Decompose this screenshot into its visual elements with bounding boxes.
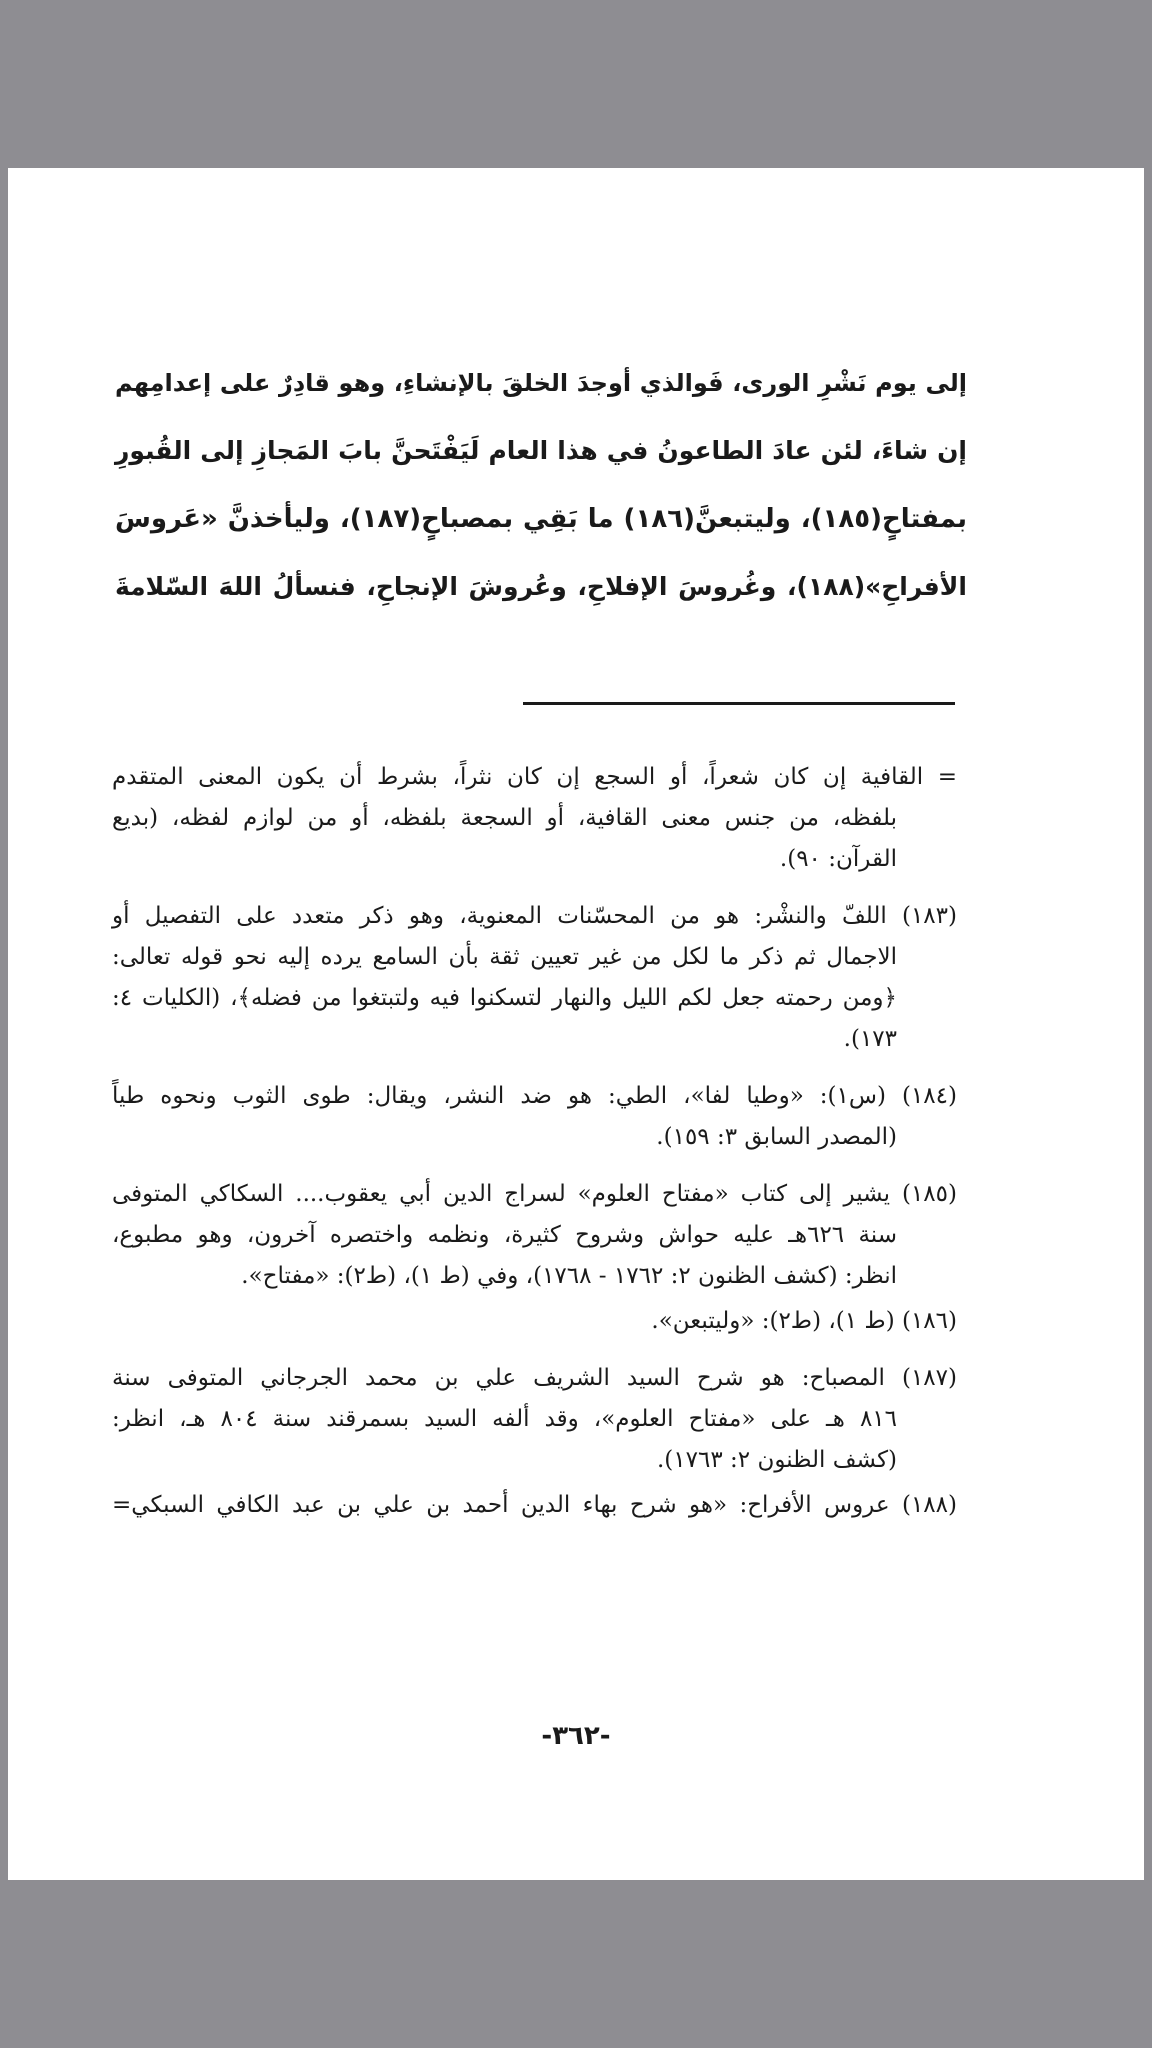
main-text-line: الأفراحِ»(١٨٨)، وغُروسَ الإفلاحِ، وعُروشَ الإنجاحِ، فنسألُ اللهَ السّلامةَ bbox=[115, 572, 967, 601]
footnote-line: (١٨٧) المصباح: هو شرح السيد الشريف علي بن محمد الجرجاني المتوفى سنة bbox=[112, 1365, 957, 1391]
footnote-continuation bbox=[112, 760, 957, 883]
footnote-line: (١٨٣) اللفّ والنشْر: هو من المحسّنات المعنوية، وهو ذكر متعدد على التفصيل أو bbox=[112, 903, 957, 929]
footnote-line: بلفظه، من جنس معنى القافية، أو السجعة بلفظه، أو من لوازم لفظه، (بديع bbox=[112, 805, 897, 831]
footnote-line: انظر: (كشف الظنون ٢: ١٧٦٢ - ١٧٦٨)، وفي (ط ١)، (ط٢): «مفتاح». bbox=[241, 1263, 897, 1289]
book-page bbox=[8, 168, 1144, 1880]
footnote-divider bbox=[523, 702, 955, 705]
footnote-line: (١٨٥) يشير إلى كتاب «مفتاح العلوم» لسراج الدين أبي يعقوب.... السكاكي المتوفى bbox=[112, 1181, 957, 1207]
footnote-line: ٨١٦ هـ على «مفتاح العلوم»، وقد ألفه السيد بسمرقند سنة ٨٠٤ هـ، انظر: bbox=[112, 1406, 897, 1432]
footnote-184 bbox=[112, 1079, 957, 1161]
footnote-187 bbox=[112, 1361, 957, 1484]
footnote-line: = القافية إن كان شعراً، أو السجع إن كان نثراً، بشرط أن يكون المعنى المتقدم bbox=[112, 764, 957, 790]
footnote-line: ﴿ومن رحمته جعل لكم الليل والنهار لتسكنوا فيه ولتبتغوا من فضله﴾، (الكليات ٤: bbox=[112, 985, 897, 1011]
main-text-block bbox=[115, 358, 967, 630]
footnote-line: القرآن: ٩٠). bbox=[779, 846, 897, 872]
main-text-line: إن شاءَ، لئن عادَ الطاعونُ في هذا العام لَيَفْتَحنَّ بابَ المَجازِ إلى القُبورِ bbox=[115, 436, 967, 465]
footnote-185 bbox=[112, 1177, 957, 1300]
footnotes-block bbox=[112, 760, 957, 1529]
footnote-line: (كشف الظنون ٢: ١٧٦٣). bbox=[657, 1447, 897, 1473]
main-text-line: إلى يوم نَشْرِ الورى، فَوالذي أوجدَ الخلقَ بالإنشاءِ، وهو قادِرٌ على إعدامِهم bbox=[115, 369, 967, 397]
footnote-188 bbox=[112, 1488, 957, 1529]
footnote-line: (١٨٨) عروس الأفراح: «هو شرح بهاء الدين أحمد بن علي بن عبد الكافي السبكي= bbox=[112, 1492, 957, 1518]
footnote-186 bbox=[112, 1304, 957, 1345]
footnote-line: سنة ٦٢٦هـ عليه حواش وشروح كثيرة، ونظمه واختصره آخرون، وهو مطبوع، bbox=[112, 1222, 897, 1248]
footnote-183 bbox=[112, 899, 957, 1063]
footnote-line: الاجمال ثم ذكر ما لكل من غير تعيين ثقة بأن السامع يرده إليه نحو قوله تعالى: bbox=[112, 944, 897, 970]
main-text-line: بمفتاحٍ(١٨٥)، وليتبعنَّ(١٨٦) ما بَقِي بمصباحٍ(١٨٧)، وليأخذنَّ «عَروسَ bbox=[115, 504, 967, 534]
footnote-line: (المصدر السابق ٣: ١٥٩). bbox=[656, 1124, 897, 1150]
footnote-line: ١٧٣). bbox=[843, 1026, 897, 1052]
footnote-line: (١٨٤) (س١): «وطيا لفا»، الطي: هو ضد النشر، ويقال: طوى الثوب ونحوه طياً bbox=[112, 1083, 957, 1109]
page-number: -٣٦٢- bbox=[541, 1721, 611, 1751]
footnote-line: (١٨٦) (ط ١)، (ط٢): «وليتبعن». bbox=[651, 1308, 957, 1334]
